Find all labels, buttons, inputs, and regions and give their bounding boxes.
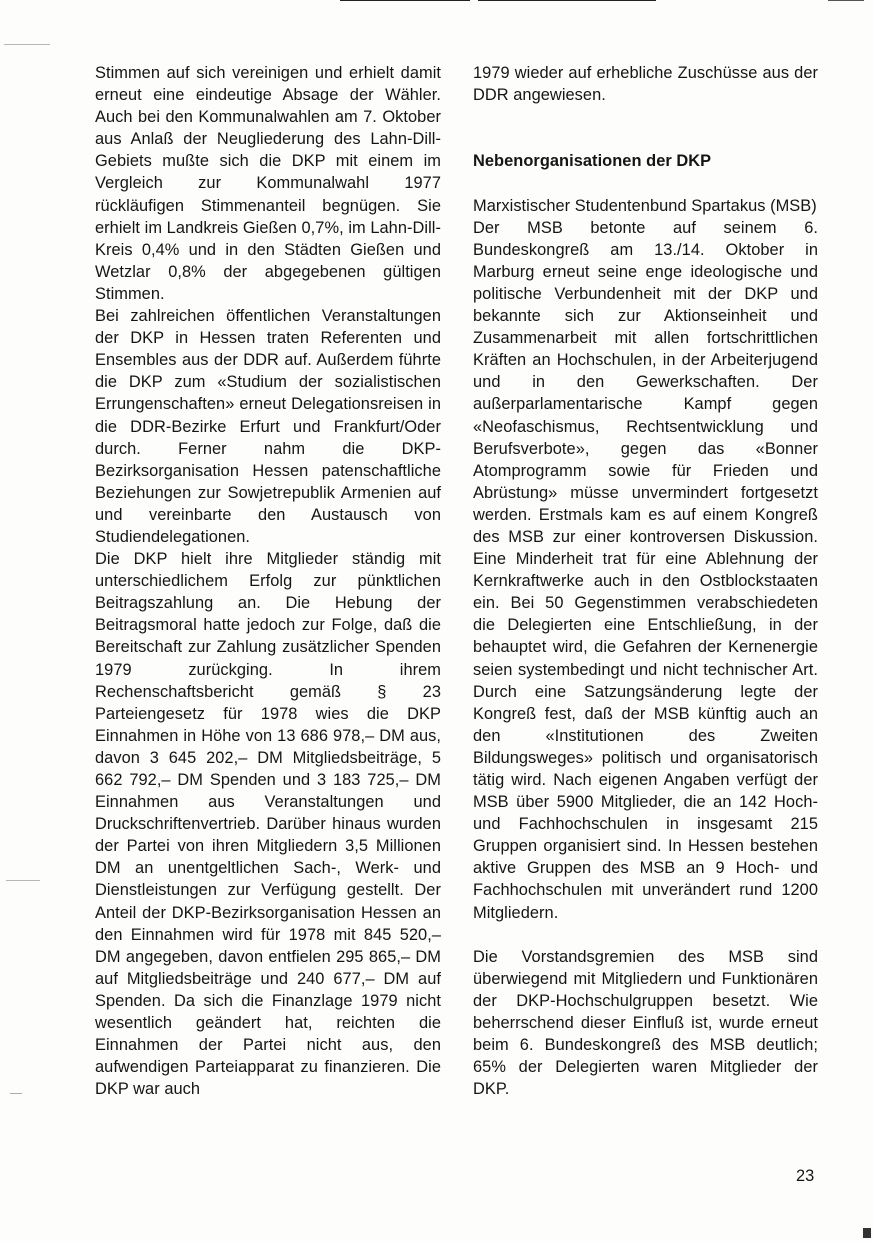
scan-margin-mark-1: [4, 44, 50, 45]
subsection-heading: Marxistischer Studentenbund Spartakus (MSB): [473, 196, 817, 215]
scan-corner-block: [863, 1228, 871, 1238]
scan-margin-mark-3: [10, 1093, 22, 1094]
right-paragraph-1: 1979 wieder auf erhebliche Zuschüsse aus der DDR angewiesen.: [473, 64, 818, 105]
scan-top-line-1: [340, 0, 470, 1]
right-paragraph-2: Der MSB betonte auf seinem 6. Bundeskongreß am 13./14. Oktober in Marburg erneut seine enge ideologische und politische Verbundenheit mit der DKP und bekannte sich zur Aktionseinheit und Zusammenarbeit mit allen fortschrittlichen Kräften an Hochschulen, in der Arbeiterjugend und in den Gewerkschaften. Der außerparlamentarische Kampf gegen «Neofaschismus, Rechtsentwicklung und Berufsverbote», gegen das «Bonner Atomprogramm sowie für Frieden und Abrüstung» müsse unvermindert fortgesetzt werden. Erstmals kam es auf einem Kongreß des MSB zur einer kontroversen Diskussion. Eine Minderheit trat für eine Ablehnung der Kernkraftwerke auch in den Ostblockstaaten ein. Bei 50 Gegenstimmen verabschiedeten die Delegierten eine Entschließung, in der behauptet wird, die Gefahren der Kernenergie seien systembedingt und nicht technischer Art. Durch eine Satzungsänderung legte der Kongreß fest, daß der MSB künftig auch an den «Institutionen des Zweiten Bildungsweges» politisch und organisatorisch tätig wird. Nach eigenen Angaben verfügt der MSB über 5900 Mitglieder, die an 142 Hoch- und Fachhochschulen in insgesamt 215 Gruppen organisiert sind. In Hessen bestehen aktive Gruppen des MSB an 9 Hoch- und Fachhochschulen mit unverändert rund 1200 Mitgliedern.: [473, 218, 818, 922]
left-paragraph-1: Stimmen auf sich vereinigen und erhielt damit erneut eine eindeutige Absage der Wähler. Auch bei den Kommunalwahlen am 7. Oktober aus Anlaß der Neugliederung des Lahn-Dill-Gebiets mußte sich die DKP mit einem im Vergleich zur Kommunalwahl 1977 rückläufigen Stimmenanteil begnügen. Sie erhielt im Landkreis Gießen 0,7%, im Lahn-Dill-Kreis 0,4% und in den Städten Gießen und Wetzlar 0,8% der abgegebenen gültigen Stimmen.: [95, 64, 441, 303]
scan-top-line-2: [478, 0, 656, 1]
section-heading: Nebenorganisationen der DKP: [473, 152, 712, 171]
page-number: 23: [796, 1167, 815, 1185]
scan-corner-line: [828, 0, 864, 1]
left-column: [95, 62, 441, 1100]
right-column: [473, 62, 818, 1100]
right-paragraph-3: Die Vorstandsgremien des MSB sind überwiegend mit Mitgliedern und Funktionären der DKP-Hochschulgruppen besetzt. Wie beherrschend dieser Einfluß ist, wurde erneut beim 6. Bundeskongreß des MSB deutlich; 65% der Delegierten waren Mitglieder der DKP.: [473, 947, 818, 1099]
scan-margin-mark-2: [6, 880, 40, 881]
left-paragraph-3: Die DKP hielt ihre Mitglieder ständig mit unterschiedlichem Erfolg zur pünktlichen Beitragszahlung an. Die Hebung der Beitragsmoral hatte jedoch zur Folge, daß die Bereitschaft zur Zahlung zusätzlicher Spenden 1979 zurückging. In ihrem Rechenschaftsbericht gemäß § 23 Parteiengesetz für 1978 wies die DKP Einnahmen in Höhe von 13 686 978,– DM aus, davon 3 645 202,– DM Mitgliedsbeiträge, 5 662 792,– DM Spenden und 3 183 725,– DM Einnahmen aus Veranstaltungen und Druckschriftenvertrieb. Darüber hinaus wurden der Partei von ihren Mitgliedern 3,5 Millionen DM an unentgeltlichen Sach-, Werk- und Dienstleistungen zur Verfügung gestellt. Der Anteil der DKP-Bezirksorganisation Hessen an den Einnahmen wird für 1978 mit 845 520,– DM angegeben, davon entfielen 295 865,– DM auf Mitgliedsbeiträge und 240 677,– DM auf Spenden. Da sich die Finanzlage 1979 nicht wesentlich geändert hat, reichten die Einnahmen der Partei nicht aus, den aufwendigen Parteiapparat zu finanzieren. Die DKP war auch: [95, 550, 441, 1099]
left-paragraph-2: Bei zahlreichen öffentlichen Veranstaltungen der DKP in Hessen traten Referenten und Ensembles aus der DDR auf. Außerdem führte die DKP zum «Studium der sozialistischen Errungenschaften» erneut Delegationsreisen in die DDR-Bezirke Erfurt und Frankfurt/Oder durch. Ferner nahm die DKP-Bezirksorganisation Hessen patenschaftliche Beziehungen zur Sowjetrepublik Armenien auf und vereinbarte den Austausch von Studiendelegationen.: [95, 307, 441, 546]
